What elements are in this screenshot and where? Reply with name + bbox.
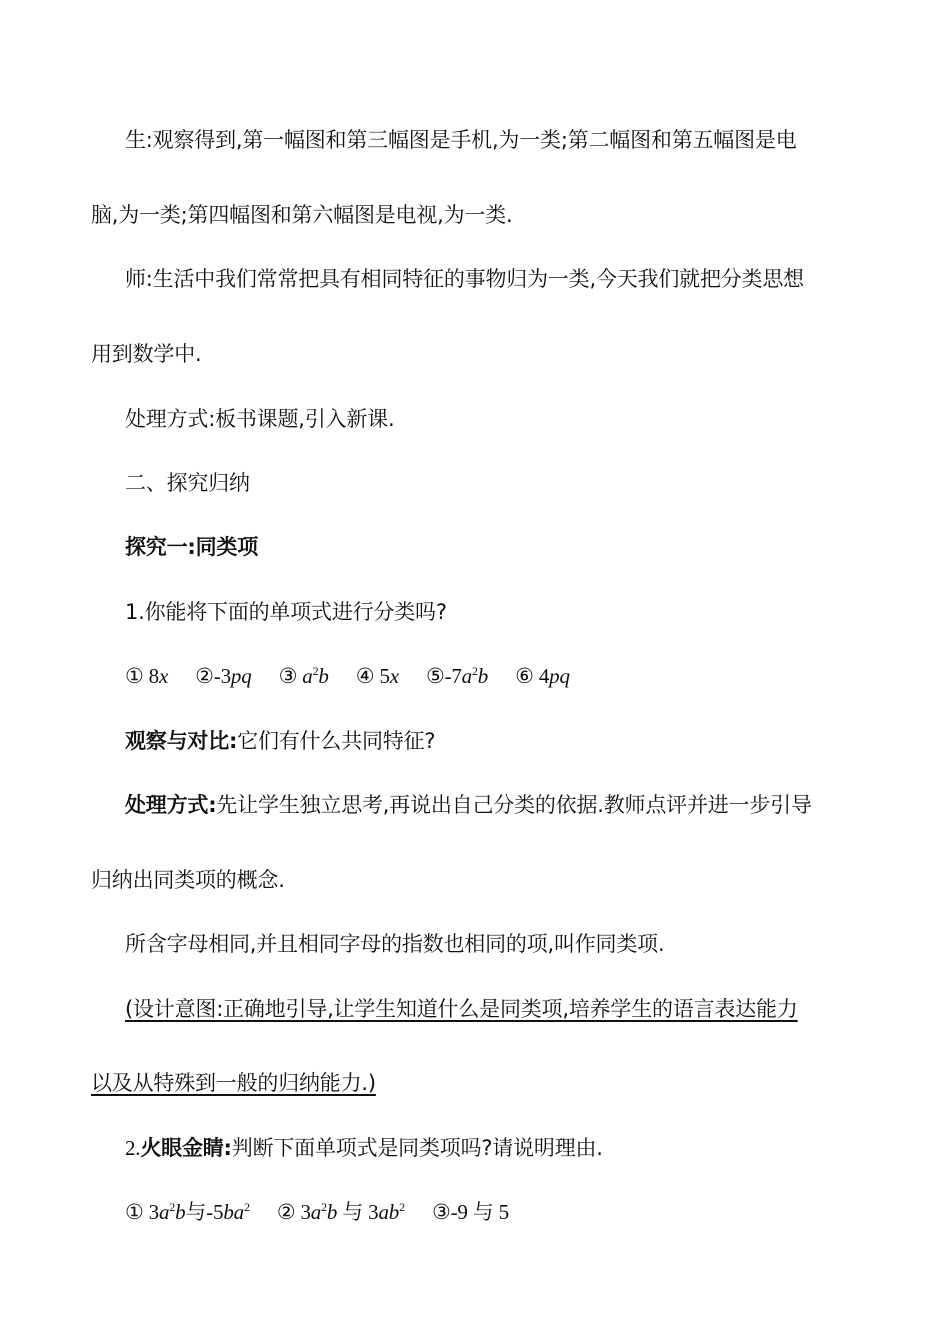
paragraph-student-observation-line2: 脑,为一类;第四幅图和第六幅图是电视,为一类. [91,203,513,227]
question-2-number: 2. [125,1136,141,1160]
processing-label: 处理方式: [125,793,217,817]
monomial-list-1 [125,662,570,690]
monomial-item-5: $⑤-7a^2b$ [425,664,489,688]
monomial-item-4: ④ 5x [355,664,399,688]
paragraph-teacher-line2: 用到数学中. [91,342,202,366]
monomial-item-3: ③ $a^2b$ [278,664,329,688]
monomial-item-6: ⑥ 4pq [515,664,570,688]
like-terms-definition: 所含字母相同,并且相同字母的指数也相同的项,叫作同类项. [125,932,665,956]
paragraph-student-observation-line1: 生:观察得到,第一幅图和第三幅图是手机,为一类;第二幅图和第五幅图是电 [125,128,797,152]
paragraph-teacher-line1: 师:生活中我们常常把具有相同特征的事物归为一类,今天我们就把分类思想 [125,267,804,291]
monomial-item-1: ① 8x [125,664,169,688]
monomial-pair-list [125,1198,509,1226]
processing-line1 [125,791,812,819]
design-intent-line2: 以及从特殊到一般的归纳能力.) [91,1071,376,1095]
monomial-pair-1: ① $3a^2b$与$-5ba^2$ [125,1200,250,1224]
question-1: 1.你能将下面的单项式进行分类吗? [125,600,447,624]
monomial-item-2: ②-3pq [195,664,252,688]
processing-text-line2: 归纳出同类项的概念. [91,868,285,892]
observe-compare-text: 它们有什么共同特征? [237,729,436,753]
monomial-pair-2: ② $3a^2b$ 与 $3ab^2$ [276,1200,405,1224]
paragraph-processing-method: 处理方式:板书课题,引入新课. [125,407,395,431]
question-2-label: 火眼金睛: [140,1136,232,1160]
question-2-text: 判断下面单项式是同类项吗?请说明理由. [231,1136,603,1160]
observe-compare [125,727,435,755]
design-intent-line1: (设计意图:正确地引导,让学生知道什么是同类项,培养学生的语言表达能力 [125,997,798,1021]
processing-text-line1: 先让学生独立思考,再说出自己分类的依据.教师点评并进一步引导 [216,793,812,817]
question-2 [125,1134,603,1162]
observe-compare-label: 观察与对比: [125,729,238,753]
section-heading-explore: 二、探究归纳 [125,471,250,495]
monomial-pair-3: ③-9 与 5 [431,1200,509,1224]
subsection-heading-like-terms: 探究一:同类项 [125,535,258,559]
